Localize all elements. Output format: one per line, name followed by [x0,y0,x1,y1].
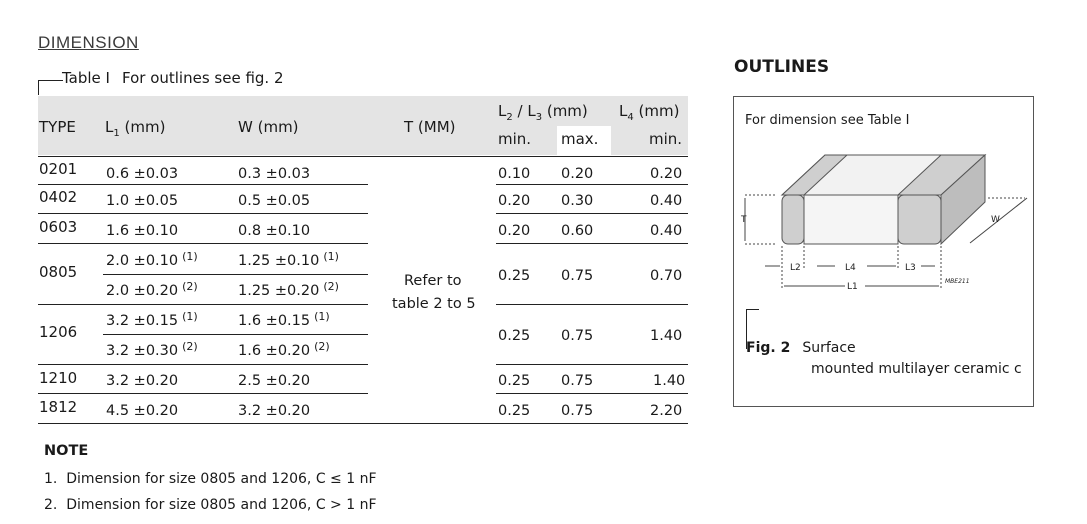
table-caption [62,69,284,87]
rule-row2 [38,213,368,214]
row-l1-a-note: (1) [182,250,198,263]
label-l4: L4 [845,263,856,273]
label-l1: L1 [847,282,858,292]
row-l1-b [106,340,198,359]
l2-letter: L [498,102,507,120]
row-l1-a-value: 3.2 ±0.15 [106,313,179,329]
outlines-title: OUTLINES [734,57,830,77]
t-value-line1: Refer to [404,273,462,289]
row-l1-b-note: (2) [182,340,198,353]
row-l1: 1.0 ±0.05 [106,193,179,209]
col-t-header: T (MM) [404,118,456,136]
row-w-a [238,250,339,269]
figure-label: Fig. 2 [746,340,791,356]
note-text: Dimension for size 0805 and 1206, C ≤ 1 nF [66,471,377,487]
rule-row5b [496,364,688,365]
figure-note: For dimension see Table I [745,113,910,128]
row-l2-min: 0.25 [498,403,531,419]
row-l4-min: 1.40 [653,373,686,389]
l3-letter: / L [512,102,536,120]
row-l2-min: 0.25 [498,268,531,284]
rule-row4a [103,274,368,275]
rule-row1 [38,184,368,185]
l1-letter: L [105,118,114,136]
row-w: 0.8 ±0.10 [238,223,311,239]
figure-caption-line2: mounted multilayer ceramic c [811,361,1022,377]
row-l1-b-value: 2.0 ±0.20 [106,283,179,299]
row-type: 1812 [39,398,78,416]
row-l4-min: 0.20 [650,166,683,182]
l4-min-header: min. [649,130,683,148]
rule-row3 [38,243,368,244]
l2-min-header: min. [498,130,532,148]
rule-row1b [496,184,688,185]
l4-sub: 4 [627,112,634,123]
note-title: NOTE [44,443,89,459]
row-w-b-note: (2) [314,340,330,353]
row-l4-min: 0.70 [650,268,683,284]
row-type: 0402 [39,188,78,206]
row-w-a-value: 1.25 ±0.10 [238,253,320,269]
col-l1-header [105,118,166,139]
row-l1-b-note: (2) [182,280,198,293]
figure-caption [746,340,856,356]
row-l4-min: 2.20 [650,403,683,419]
caption-bracket [38,80,63,95]
note-num: 2. [44,497,58,513]
table-caption-text: For outlines see fig. 2 [121,69,284,87]
row-l2-min: 0.25 [498,328,531,344]
row-l4-min: 1.40 [650,328,683,344]
row-l2-max: 0.75 [561,373,594,389]
row-w: 0.5 ±0.05 [238,193,311,209]
col-l4-header [619,102,680,123]
row-l2-min: 0.20 [498,223,531,239]
row-type: 0603 [39,218,78,236]
row-l2-max: 0.75 [561,268,594,284]
note-item [44,471,377,487]
figure-caption-line1: Surface [802,340,856,356]
chip-outline-diagram [735,140,1030,300]
row-l1-b [106,280,198,299]
row-l2-max: 0.75 [561,328,594,344]
rule-row5 [38,364,368,365]
rule-row3b [496,243,688,244]
row-l4-min: 0.40 [650,223,683,239]
row-l1: 1.6 ±0.10 [106,223,179,239]
row-l1-a [106,250,198,269]
row-w-b [238,340,330,359]
note-text: Dimension for size 0805 and 1206, C > 1 nF [66,497,377,513]
rule-row4 [38,304,368,305]
t-value-line2: table 2 to 5 [392,296,476,312]
row-l2-min: 0.25 [498,373,531,389]
rule-row6 [38,393,368,394]
note-item [44,497,377,513]
row-w: 3.2 ±0.20 [238,403,311,419]
row-w: 2.5 ±0.20 [238,373,311,389]
left-terminal-front [782,195,804,244]
row-l1-a-note: (1) [182,310,198,323]
row-l1: 3.2 ±0.20 [106,373,179,389]
l4-letter: L [619,102,628,120]
row-type: 0201 [39,160,78,178]
row-l2-min: 0.10 [498,166,531,182]
row-l1: 0.6 ±0.03 [106,166,179,182]
label-t: T [741,215,747,225]
col-type-header: TYPE [39,118,76,136]
label-l3: L3 [905,263,916,273]
row-type: 0805 [39,263,78,281]
rule-header-bottom [38,156,688,157]
row-w-b-note: (2) [323,280,339,293]
row-l2-max: 0.30 [561,193,594,209]
rule-row2b [496,213,688,214]
chip-body-front [804,195,898,244]
row-l2-max: 0.60 [561,223,594,239]
col-l2l3-header [498,102,588,123]
l1-unit: (mm) [124,118,166,136]
col-w-header: W (mm) [238,118,299,136]
rule-table-bottom [38,423,688,424]
row-l1-b-value: 3.2 ±0.30 [106,343,179,359]
diagram-code: MBE211 [945,278,970,285]
rule-row6b [496,393,688,394]
row-l1-a [106,310,198,329]
row-w-a-note: (1) [314,310,330,323]
row-w-a-value: 1.6 ±0.15 [238,313,311,329]
l2-max-header: max. [561,130,599,148]
row-l4-min: 0.40 [650,193,683,209]
row-type: 1206 [39,323,78,341]
row-l1: 4.5 ±0.20 [106,403,179,419]
l3-sub: 3 [535,112,543,123]
row-l1-a-value: 2.0 ±0.10 [106,253,179,269]
l2l3-unit: (mm) [546,102,588,120]
label-l2: L2 [790,263,801,273]
page-heading: DIMENSION [38,33,139,52]
right-terminal-front [898,195,941,244]
rule-row5a [103,334,368,335]
row-w-a [238,310,330,329]
row-l2-min: 0.20 [498,193,531,209]
l2-sub: 2 [506,112,513,123]
row-w-b-value: 1.25 ±0.20 [238,283,320,299]
rule-row4b [496,304,688,305]
label-w: W [991,215,1000,225]
table-label: Table I [62,69,110,87]
row-type: 1210 [39,369,78,387]
row-w-a-note: (1) [323,250,339,263]
row-w: 0.3 ±0.03 [238,166,311,182]
row-w-b [238,280,339,299]
note-num: 1. [44,471,58,487]
row-l2-max: 0.75 [561,403,594,419]
l4-unit: (mm) [638,102,680,120]
l1-sub: 1 [113,128,120,139]
row-l2-max: 0.20 [561,166,594,182]
row-w-b-value: 1.6 ±0.20 [238,343,311,359]
